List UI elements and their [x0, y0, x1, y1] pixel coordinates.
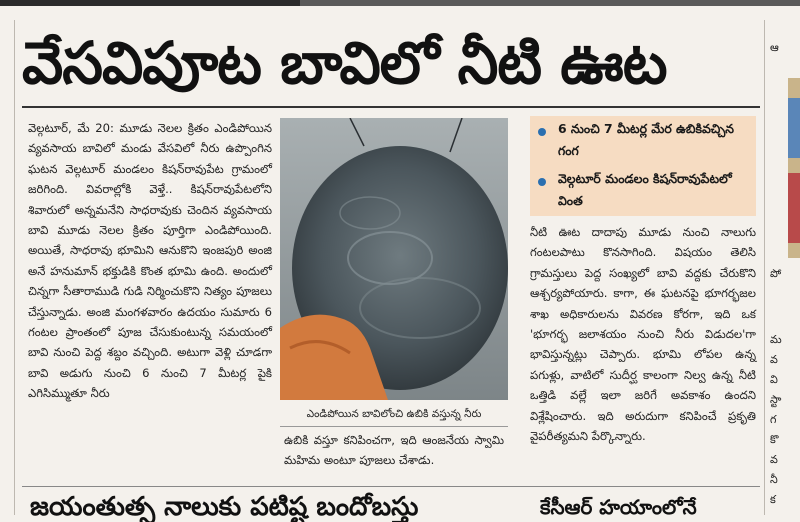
side-text-line: వ [770, 453, 778, 466]
well-photo [280, 118, 508, 400]
side-text-line: క [770, 493, 776, 506]
next-article-headline-right: కేసీఆర్ హయాంలోనే [540, 495, 697, 519]
highlight-text: వెల్గటూర్ మండలం కిషన్‌రావుపేటలో వింత [558, 171, 732, 208]
side-photo-part [788, 98, 800, 158]
under-photo-column [284, 430, 504, 471]
side-text-line: గ [770, 413, 777, 426]
left-column-rule [14, 20, 15, 515]
side-text-line: స్టా [770, 393, 782, 406]
photo-caption: ఎండిపోయిన బావిలోంచి ఉబికి వస్తున్న నీరు [280, 402, 508, 427]
side-text-line: ఆ [770, 41, 779, 54]
side-text-line: కొ [770, 433, 779, 446]
highlight-item [530, 166, 756, 216]
right-body-column [530, 222, 756, 446]
bullet-icon [538, 128, 546, 136]
article-headline: వేసవిపూట బావిలో నీటి ఊట [22, 29, 667, 97]
side-text-line: మ [770, 333, 782, 346]
next-article-headline-left: జయంతుత్స నాలుకు పటిష్ట బందోబస్తు [30, 492, 419, 522]
headline-rule [22, 106, 760, 108]
article-body-column [28, 118, 272, 404]
side-photo-part [788, 173, 800, 243]
side-text-line: పో [770, 267, 782, 280]
highlight-item [530, 116, 756, 166]
highlight-text: 6 నుంచి 7 మీటర్ల మేర ఉబికివచ్చిన గంగ [558, 121, 734, 158]
well-photo-illustration [280, 118, 508, 400]
top-bar [0, 0, 800, 6]
side-photo [788, 78, 800, 258]
highlights-box [530, 116, 756, 216]
bottom-rule [22, 486, 760, 487]
right-column-rule [764, 20, 765, 515]
side-text-line: వి [770, 373, 778, 386]
top-bar-light [300, 0, 800, 6]
side-text-line: వ [770, 353, 778, 366]
bullet-icon [538, 178, 546, 186]
under-photo-paragraph: ఉబికి వస్తూ కనిపించగా, ఇది ఆంజనేయ స్వామి మహిమ అంటూ పూజలు చేశాడు. [284, 433, 504, 468]
article-body-paragraph: వెల్గటూర్, మే 20: మూడు నెలల క్రితం ఎండిపోయిన వ్యవసాయ బావిలో మండు వేసవిలో నీరు ఉప్పొంగిన ఘటన వెల్గటూర్ మండలం కిషన్‌రావుపేట గ్రామంలో జరిగింది. వివరాల్లోకి వెళ్తే.. కిషన్‌రావుపేటలోని శివారులో అన్నమనేని సాధరావుకు చెందిన వ్యవసాయ బావి మూడు నెలల క్రితం పూర్తిగా ఎండిపోయింది. అయితే, సాధరావు భూమిని ఆనుకొని ఇంజపురి అంజి అనే హనుమాన్ భక్తుడికి కొంత భూమి ఉంది. అందులో చిన్నగా సీతారాముడి గుడి నిర్మించుకొని నిత్యం పూజలు చేస్తున్నాడు. అంజి మంగళవారం ఉదయం సుమారు 6 గంటల ప్రాంతంలో పూజ చేసుకుంటున్న సమయంలో బావి నుంచి పెద్ద శబ్దం వచ్చింది. అటుగా వెళ్లి చూడగా బావి అడుగు నుంచి 6 నుంచి 7 మీటర్ల పైకి ఎగిసిమ్ముతూ నీరు [28, 121, 272, 401]
right-body-paragraph: నీటి ఊట దాదాపు మూడు నుంచి నాలుగు గంటలపాటు కొనసాగింది. విషయం తెలిసి గ్రామస్తులు పెద్ద సంఖ్యలో బావి వద్దకు చేరుకొని ఆశ్చర్యపోయారు. కాగా, ఈ ఘటనపై భూగర్భజల శాఖ అధికారులను వివరణ కోరగా, ఇది ఒక 'భూగర్భ జలాశయం నుంచి నీరు విడుదల'గా భావిస్తున్నట్లు చెప్పారు. భూమి లోపల ఉన్న పగుళ్లు, వాటిలో సుదీర్ఘ కాలంగా నిల్వ ఉన్న నీటి ఒత్తిడి వల్లే ఇలా జరిగే అవకాశం ఉందని విశ్లేషించారు. ఇది అరుదుగా కనిపించే ప్రకృతి వైపరీత్యమని పేర్కొన్నారు. [530, 225, 756, 444]
side-text-line: నీ [770, 473, 778, 486]
